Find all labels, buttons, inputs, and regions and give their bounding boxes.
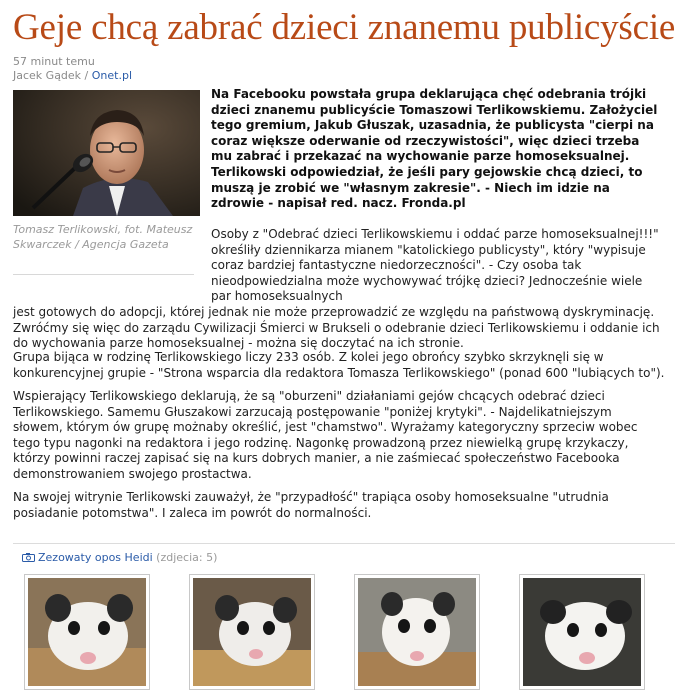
article-meta — [13, 55, 132, 83]
opossum-image — [28, 578, 146, 686]
gallery-thumbnail-3[interactable] — [354, 574, 480, 690]
paragraph-1 — [13, 227, 665, 352]
article-title: Geje chcą zabrać dzieci znanemu publicyście — [13, 7, 676, 48]
gallery-count: (zdjecia: 5) — [156, 551, 218, 564]
portrait-image — [13, 90, 200, 216]
paragraph-2: Grupa bijąca w rodzinę Terlikowskiego liczy 233 osób. Z kolei jego obrońcy szybko skrzyknęli się w konkurencyjnej grupie - "Strona wsparcia dla redaktora Tomasza Terlikowskiego" (ponad 600 "lubiących to"). — [13, 350, 665, 380]
gallery-thumbnail-4[interactable] — [519, 574, 645, 690]
gallery-thumbnail-1[interactable] — [24, 574, 150, 690]
article-photo[interactable] — [13, 90, 200, 216]
article-author: Jacek Gądek — [13, 69, 82, 82]
paragraph-3: Wspierający Terlikowskiego deklarują, że są "oburzeni" działaniami gejów chcących odebrać dzieci Terlikowskiego. Samemu Głuszakowi zarzucają postępowanie "poniżej krytyki". - Najdelikatniejszym słowem, którym ów grupę możnaby określić, jest "chamstwo". Wyrażamy kategoryczny sprzeciw wobec tego typu nagonki na redaktora i jego rodzinę. Nagonkę prowadzoną przez niewielką grupę krzykaczy, którzy powinni raczej zapisać się na kurs dobrych manier, a nie zaśmiecać społeczeństwo Facebooka demonstrowaniem swojego prostactwa. — [13, 389, 638, 481]
opossum-image — [358, 578, 476, 686]
gallery-title[interactable]: Zezowaty opos Heidi — [38, 551, 153, 564]
paragraph-4: Na swojej witrynie Terlikowski zauważył, że "przypadłość" trapiąca osoby homoseksualne "utrudnia posiadanie potomstwa". I zaleca im powrót do normalności. — [13, 490, 609, 520]
article-byline: Jacek Gądek / Onet.pl — [13, 69, 133, 82]
photo-gallery — [13, 543, 675, 696]
camera-icon — [22, 553, 35, 562]
paragraph-1-indented: Osoby z "Odebrać dzieci Terlikowskiemu i oddać parze homoseksualnej!!!" określiły dziennikarza mianem "katolickiego publicysty", który "wypisuje coraz bardziej fantastyczne niedorzeczności". - Czy osoba tak nieodpowiedzialna może wychowywać trójkę dzieci? Jednocześnie wiele par homoseksualnych — [211, 227, 659, 304]
article-lead: Na Facebooku powstała grupa deklarująca chęć odebrania trójki dzieci znanemu publicyście Tomaszowi Terlikowskiemu. Założyciel tego gremium, Jakub Głuszak, uzasadnia, że publicysta "cierpi na coraz większe oderwanie od rzeczywistości", więc dzieci trzeba mu zabrać i przekazać na wychowanie parze homoseksualnej. Terlikowski odpowiedział, że jeśli pary gejowskie chcą dzieci, to muszą je zrobić we "własnym zakresie". - Niech im idzie na zdrowie - napisał red. nacz. Fronda.pl — [211, 87, 658, 211]
opossum-image — [523, 578, 641, 686]
photo-caption: Tomasz Terlikowski, fot. Mateusz Skwarczek / Agencja Gazeta — [13, 223, 193, 251]
source-link[interactable]: Onet.pl — [91, 69, 133, 82]
gallery-header[interactable] — [22, 551, 217, 565]
article-time: 57 minut temu — [13, 55, 95, 68]
gallery-thumbnail-2[interactable] — [189, 574, 315, 690]
opossum-image — [193, 578, 311, 686]
paragraph-1-continued: jest gotowych do adopcji, której jednak nie może przeprowadzić ze względu na państwową dyskryminację. Zwróćmy się więc do zarządu Cywilizacji Śmierci w Brukseli o odebranie dzieci Terlikowskiemu i oddanie ich do wychowania parze homoseksualnej - można się doczytać na ich stronie. — [13, 304, 660, 351]
